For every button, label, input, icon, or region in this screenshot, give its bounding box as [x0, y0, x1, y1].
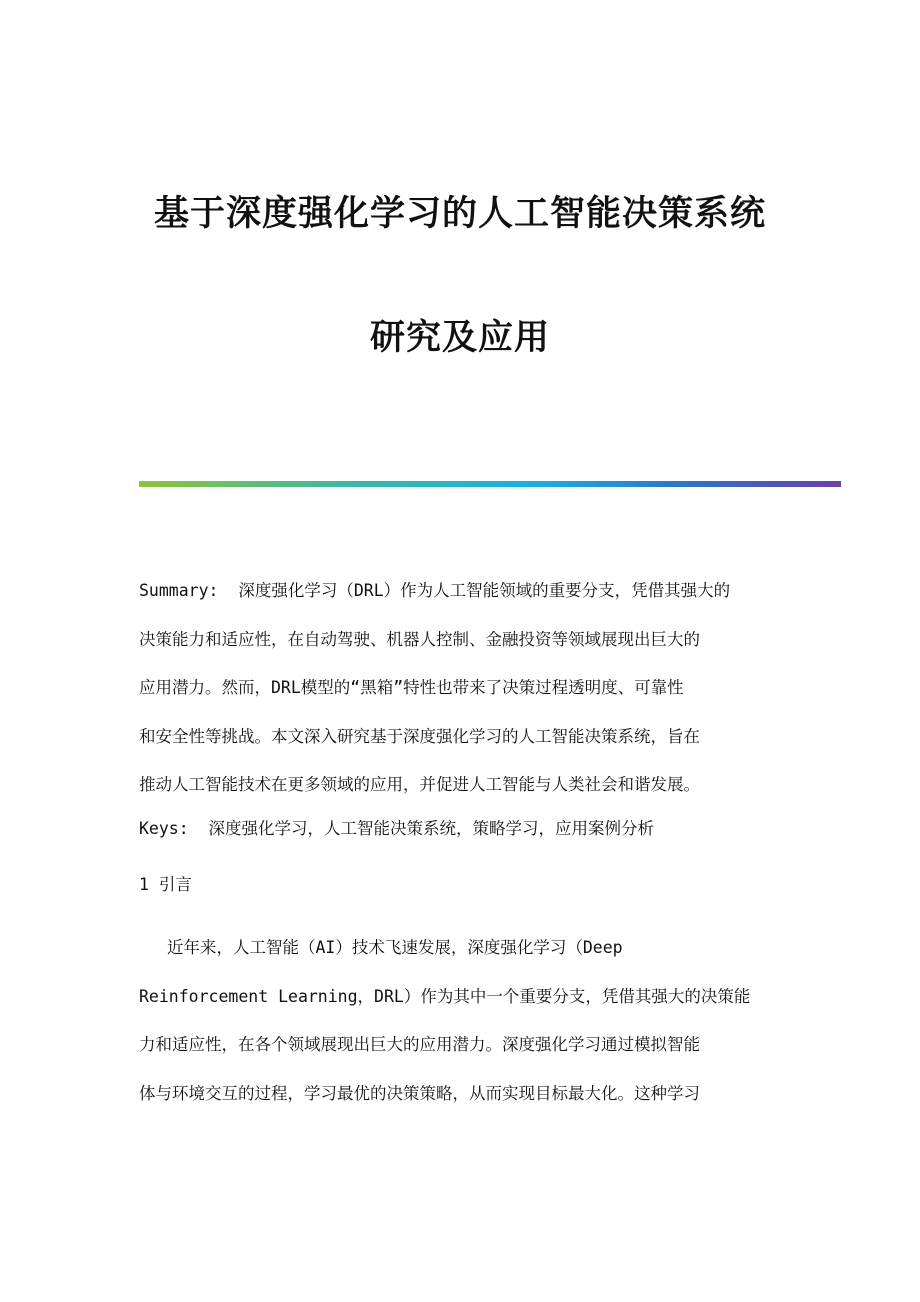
document-title-line-1: 基于深度强化学习的人工智能决策系统 [153, 193, 766, 234]
keys-label: Keys: [139, 819, 189, 838]
summary-line: 决策能力和适应性，在自动驾驶、机器人控制、金融投资等领域展现出巨大的 [139, 629, 700, 649]
summary-line: 应用潜力。然而，DRL模型的“黑箱”特性也带来了决策过程透明度、可靠性 [139, 678, 684, 697]
gradient-divider [139, 481, 841, 487]
intro-line [139, 924, 779, 973]
summary-paragraph [139, 567, 779, 810]
intro-line: 体与环境交互的过程，学习最优的决策策略，从而实现目标最大化。这种学习 [139, 1083, 700, 1103]
intro-line: Reinforcement Learning，DRL）作为其中一个重要分支，凭借其强大的决策能 [139, 986, 751, 1006]
summary-label: Summary: [139, 581, 219, 600]
summary-line: 推动人工智能技术在更多领域的应用，并促进人工智能与人类社会和谐发展。 [139, 775, 700, 794]
section-heading: 1 引言 [139, 875, 192, 894]
summary-line-text: 深度强化学习（DRL）作为人工智能领域的重要分支，凭借其强大的 [238, 581, 731, 600]
summary-line: 和安全性等挑战。本文深入研究基于深度强化学习的人工智能决策系统，旨在 [139, 726, 700, 746]
keys-text: 深度强化学习，人工智能决策系统，策略学习，应用案例分析 [208, 819, 655, 838]
intro-line: 力和适应性，在各个领域展现出巨大的应用潜力。深度强化学习通过模拟智能 [139, 1035, 700, 1054]
keywords-line [139, 815, 779, 843]
intro-line-text: 近年来，人工智能（AI）技术飞速发展，深度强化学习（Deep [167, 938, 623, 957]
intro-paragraph [139, 924, 779, 1118]
document-title-line-2: 研究及应用 [369, 317, 550, 358]
summary-line [139, 567, 779, 616]
